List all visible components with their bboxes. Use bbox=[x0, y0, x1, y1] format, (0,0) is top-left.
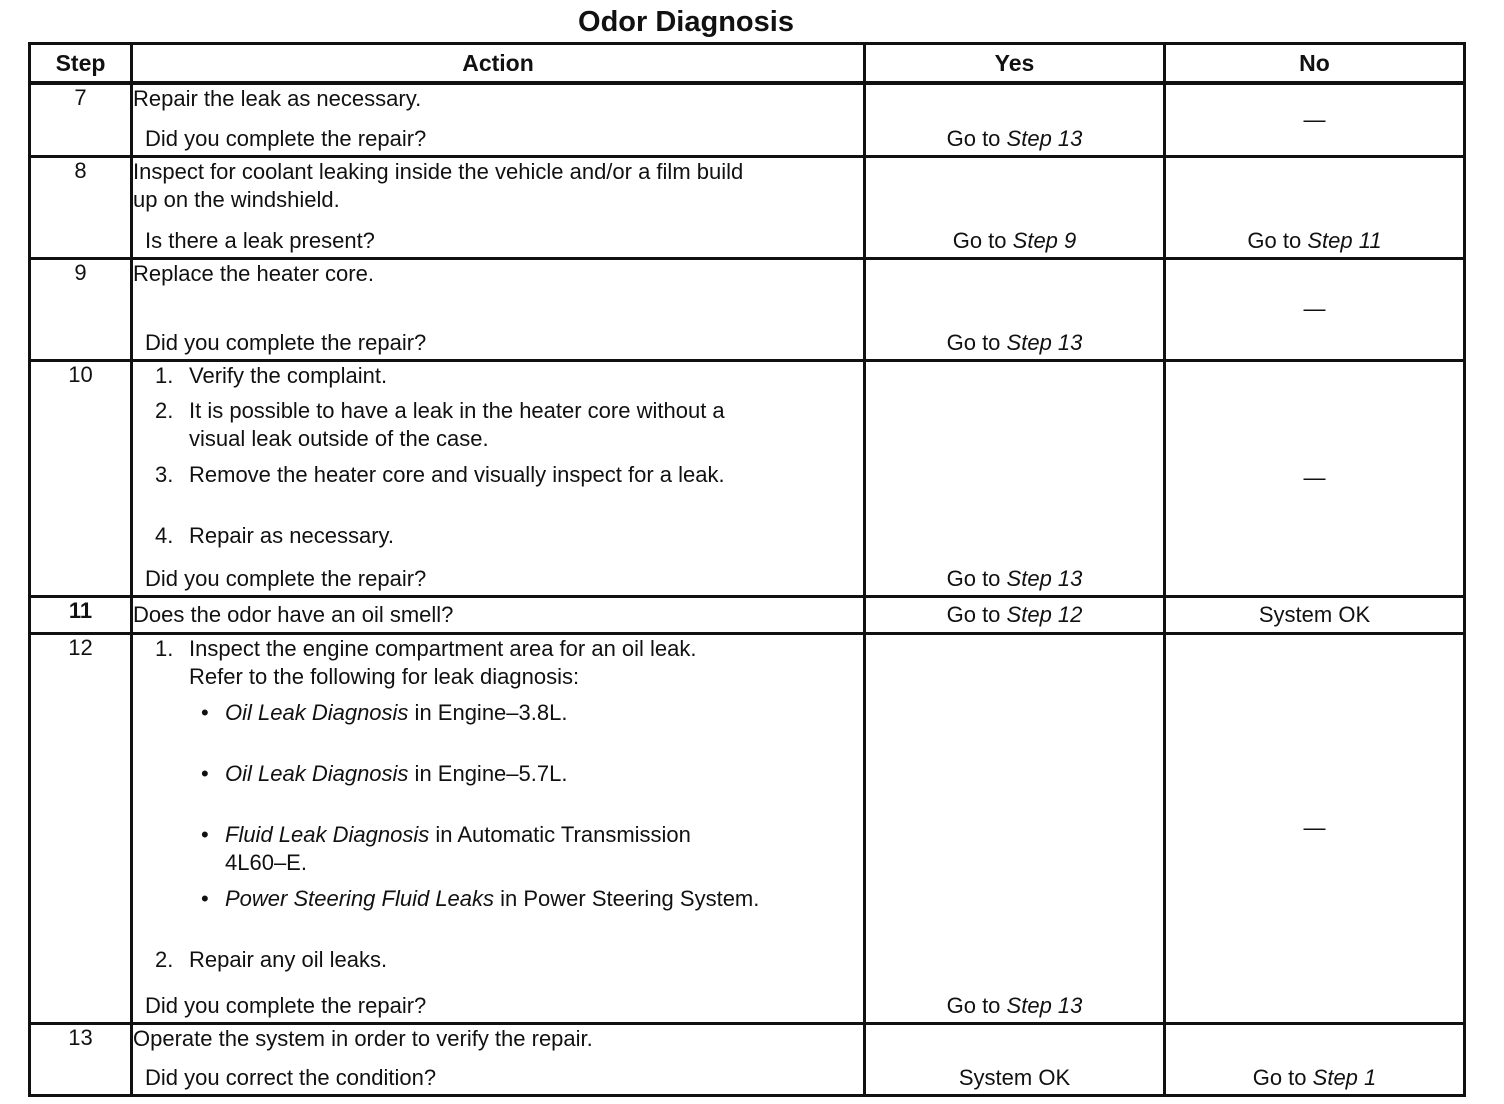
go-to-label: Go to bbox=[946, 329, 1001, 355]
go-to-label: Go to bbox=[952, 227, 1007, 253]
question-text: Did you complete the repair? bbox=[145, 565, 427, 591]
yes-cell bbox=[865, 596, 1165, 633]
step-number: 12 bbox=[30, 633, 132, 1023]
list-item: 3. Remove the heater core and visually inspect for a leak. bbox=[155, 461, 725, 487]
table-row-step-10 bbox=[30, 360, 1465, 596]
header-action: Action bbox=[132, 44, 865, 84]
empty-dash: — bbox=[1303, 815, 1326, 840]
action-cell bbox=[132, 1023, 865, 1095]
bullet-item: • Power Steering Fluid Leaks in Power Steering System. bbox=[201, 885, 760, 911]
list-item: 2. Repair any oil leaks. bbox=[155, 946, 388, 972]
no-cell bbox=[1165, 83, 1465, 156]
step-number: 9 bbox=[30, 258, 132, 360]
step-ref-link[interactable]: Step 9 bbox=[1012, 227, 1077, 253]
step-ref-link[interactable]: Step 13 bbox=[1006, 565, 1083, 591]
table-row-step-8 bbox=[30, 156, 1465, 258]
question-text: Does the odor have an oil smell? bbox=[133, 601, 454, 627]
reference-link[interactable]: Oil Leak Diagnosis bbox=[225, 760, 409, 786]
go-to-label: Go to bbox=[1247, 227, 1302, 253]
yes-cell bbox=[865, 1023, 1165, 1095]
action-text: Operate the system in order to verify the repair. bbox=[133, 1025, 593, 1051]
header-row bbox=[30, 44, 1465, 84]
question-text: Did you correct the condition? bbox=[145, 1064, 437, 1090]
page-title: Odor Diagnosis bbox=[578, 6, 794, 38]
no-cell bbox=[1165, 633, 1465, 1023]
question-text: Is there a leak present? bbox=[145, 227, 375, 253]
action-text: up on the windshield. bbox=[133, 186, 340, 212]
yes-cell bbox=[865, 83, 1165, 156]
diagnosis-table bbox=[28, 42, 1466, 1097]
action-cell bbox=[132, 258, 865, 360]
header-yes: Yes bbox=[865, 44, 1165, 84]
go-to-label: Go to bbox=[1252, 1064, 1307, 1090]
action-text: Inspect for coolant leaking inside the vehicle and/or a film build bbox=[133, 158, 744, 184]
go-to-label: Go to bbox=[946, 125, 1001, 151]
step-ref-link[interactable]: Step 1 bbox=[1312, 1064, 1377, 1090]
bullet-item: • Oil Leak Diagnosis in Engine–3.8L. bbox=[201, 699, 568, 725]
table-row-step-7 bbox=[30, 83, 1465, 156]
action-text: Repair the leak as necessary. bbox=[133, 86, 422, 111]
question-text: Did you complete the repair? bbox=[145, 125, 427, 151]
reference-link[interactable]: Power Steering Fluid Leaks bbox=[225, 885, 495, 911]
empty-dash: — bbox=[1303, 296, 1326, 321]
question-text: Did you complete the repair? bbox=[145, 329, 427, 355]
go-to-label: Go to bbox=[946, 601, 1001, 627]
system-ok-text: System OK bbox=[1258, 601, 1371, 627]
list-item: 1. Verify the complaint. bbox=[155, 362, 388, 388]
question-text: Did you complete the repair? bbox=[145, 992, 427, 1018]
go-to-label: Go to bbox=[946, 565, 1001, 591]
step-ref-link[interactable]: Step 13 bbox=[1006, 992, 1083, 1018]
no-cell bbox=[1165, 596, 1465, 633]
empty-dash: — bbox=[1303, 465, 1326, 490]
yes-cell bbox=[865, 258, 1165, 360]
reference-link[interactable]: Fluid Leak Diagnosis bbox=[225, 821, 430, 847]
table-row-step-12 bbox=[30, 633, 1465, 1023]
table-row-step-11 bbox=[30, 596, 1465, 633]
list-item: 2. It is possible to have a leak in the heater core without a visual leak outside of the case. bbox=[155, 397, 725, 451]
action-cell bbox=[132, 633, 865, 1023]
go-to-label: Go to bbox=[946, 992, 1001, 1018]
step-number: 7 bbox=[30, 83, 132, 156]
empty-dash: — bbox=[1303, 106, 1326, 132]
table-row-step-9 bbox=[30, 258, 1465, 360]
step-ref-link[interactable]: Step 12 bbox=[1006, 601, 1083, 627]
table-row-step-13 bbox=[30, 1023, 1465, 1095]
bullet-item: • Fluid Leak Diagnosis in Automatic Transmission 4L60–E. bbox=[201, 821, 691, 875]
no-cell bbox=[1165, 1023, 1465, 1095]
no-cell bbox=[1165, 156, 1465, 258]
action-text: Replace the heater core. bbox=[133, 260, 374, 286]
step-ref-link[interactable]: Step 11 bbox=[1307, 227, 1382, 253]
reference-link[interactable]: Oil Leak Diagnosis bbox=[225, 699, 409, 725]
step-number: 11 bbox=[30, 596, 132, 633]
step-ref-link[interactable]: Step 13 bbox=[1006, 329, 1083, 355]
list-item: 1. Inspect the engine compartment area for an oil leak. Refer to the following for leak diagnosis: bbox=[155, 635, 697, 689]
step-number: 10 bbox=[30, 360, 132, 596]
list-item: 4. Repair as necessary. bbox=[155, 522, 395, 548]
step-number: 8 bbox=[30, 156, 132, 258]
system-ok-text: System OK bbox=[958, 1064, 1071, 1090]
action-cell bbox=[132, 596, 865, 633]
bullet-item: • Oil Leak Diagnosis in Engine–5.7L. bbox=[201, 760, 568, 786]
action-cell bbox=[132, 83, 865, 156]
no-cell bbox=[1165, 360, 1465, 596]
step-number: 13 bbox=[30, 1023, 132, 1095]
yes-cell bbox=[865, 360, 1165, 596]
header-no: No bbox=[1165, 44, 1465, 84]
header-step: Step bbox=[30, 44, 132, 84]
no-cell bbox=[1165, 258, 1465, 360]
step-ref-link[interactable]: Step 13 bbox=[1006, 125, 1083, 151]
action-cell bbox=[132, 156, 865, 258]
action-cell bbox=[132, 360, 865, 596]
yes-cell bbox=[865, 633, 1165, 1023]
yes-cell bbox=[865, 156, 1165, 258]
